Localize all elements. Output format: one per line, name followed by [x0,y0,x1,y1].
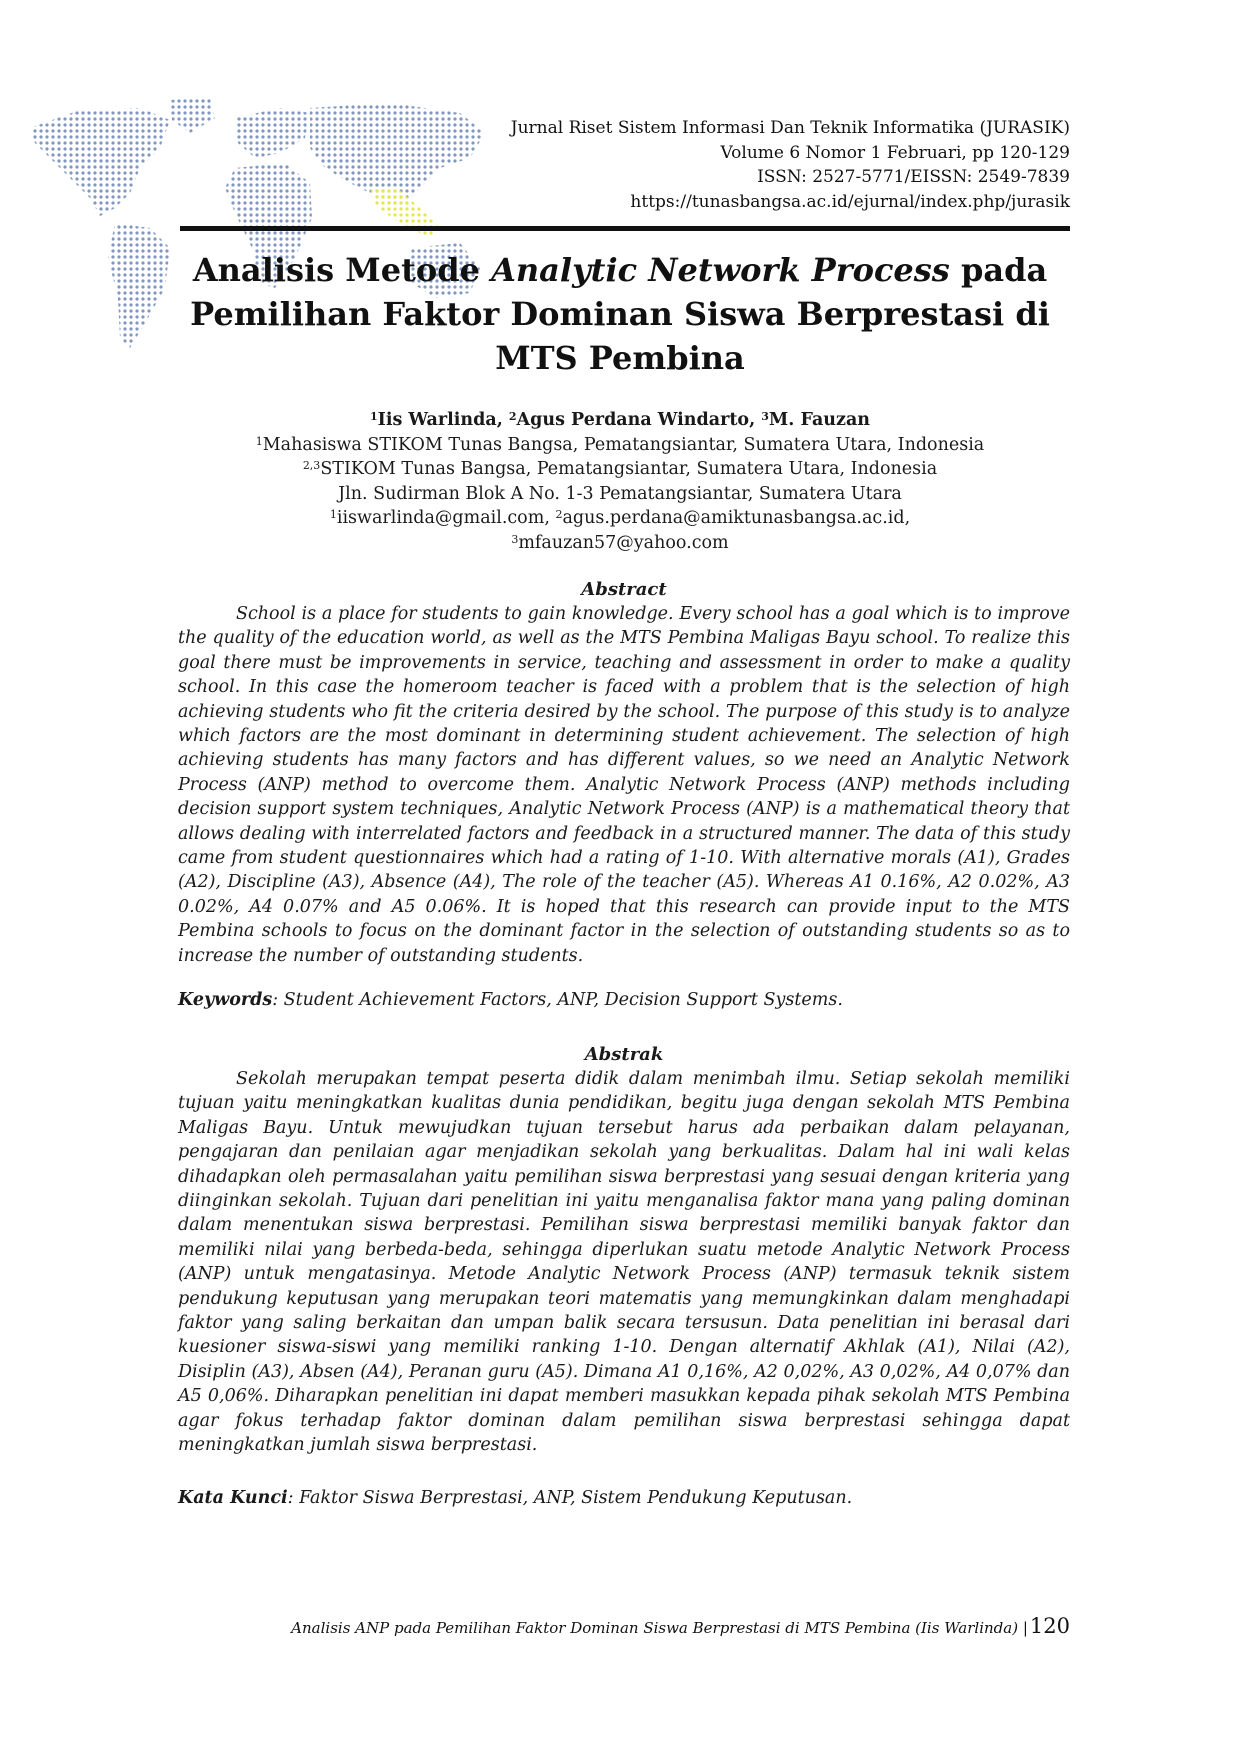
author-list: $^1$Iis Warlinda, $^2$Agus Perdana Windarto, $^3$M. Fauzan [369,410,871,430]
keywords-label: Keywords [178,990,273,1010]
email-link[interactable]: mfauzan57@yahoo.com [518,532,729,553]
author-name: Agus Perdana Windarto, [516,410,762,430]
email-line: $^1$iiswarlinda@gmail.com, $^2$agus.perdana@amiktunasbangsa.ac.id, [329,508,911,528]
affiliation-1: $^1$Mahasiswa STIKOM Tunas Bangsa, Pematangsiantar, Sumatera Utara, Indonesia [255,434,985,455]
abstrak-heading: Abstrak [584,1044,664,1065]
paper-title: Analisis Metode Analytic Network Process pada Pemilihan Faktor Dominan Siswa Berprestasi di MTS Pembina [190,251,1050,377]
journal-issn: ISSN: 2527-5771/EISSN: 2549-7839 [757,167,1070,187]
abstrak-section [178,1043,1070,1458]
address: Jln. Sudirman Blok A No. 1-3 Pematangsiantar, Sumatera Utara [338,483,902,504]
kata-kunci-line [178,1486,1070,1510]
email-line: $^3$mfauzan57@yahoo.com [511,532,729,553]
author-block [170,408,1070,555]
abstract-section [178,578,1070,968]
email-link[interactable]: iiswarlinda@gmail.com, [336,508,556,528]
journal-volume: Volume 6 Nomor 1 Februari, pp 120-129 [720,142,1070,163]
running-title: Analisis ANP pada Pemilihan Faktor Dominan Siswa Berprestasi di MTS Pembina (Iis Warlinda) | [291,1619,1028,1637]
kata-kunci-text: : Faktor Siswa Berprestasi, ANP, Sistem Pendukung Keputusan. [287,1488,853,1508]
abstract-heading: Abstract [581,579,667,600]
title-italic: Analytic Network Process [491,251,950,289]
keywords-text: : Student Achievement Factors, ANP, Decision Support Systems. [272,990,843,1010]
email-link[interactable]: agus.perdana@amiktunasbangsa.ac.id, [562,508,911,528]
header-divider [180,226,1070,231]
journal-name: Jurnal Riset Sistem Informasi Dan Teknik Informatika (JURASIK) [510,118,1070,138]
author-name: Iis Warlinda, [377,410,509,430]
kata-kunci-label: Kata Kunci [178,1488,288,1508]
page-footer [291,1614,1070,1638]
keywords-line [178,988,1070,1012]
abstrak-text: Sekolah merupakan tempat peserta didik dalam menimbah ilmu. Setiap sekolah memiliki tujuan yaitu meningkatkan kualitas dunia pendidikan, begitu juga dengan sekolah MTS Pembina Maligas Bayu. Untuk mewujudkan tujuan tersebut harus ada perbaikan dalam pelayanan, pengajaran dan penilaian agar menjadikan sekolah yang berkualitas. Dalam hal ini wali kelas dihadapkan oleh permasalahan yaitu pemilihan siswa berprestasi yang sesuai dengan kriteria yang diinginkan sekolah. Tujuan dari penelitian ini yaitu menganalisa faktor mana yang paling dominan dalam menentukan siswa berprestasi. Pemilihan siswa berprestasi memiliki banyak faktor dan memiliki nilai yang berbeda-beda, sehingga diperlukan suatu metode Analytic Network Process (ANP) untuk mengatasinya. Metode Analytic Network Process (ANP) termasuk teknik sistem pendukung keputusan yang merupakan teori matematis yang memungkinkan dalam menghadapi faktor yang saling berkaitan dan umpan balik secara tersusun. Data penelitian ini berasal dari kuesioner siswa-siswi yang memiliki ranking 1-10. Dengan alternatif Akhlak (A1), Nilai (A2), Disiplin (A3), Absen (A4), Peranan guru (A5). Dimana A1 0,16%, A2 0,02%, A3 0,02%, A4 0,07% dan A5 0,06%. Diharapkan penelitian ini dapat memberi masukkan kepada pihak sekolah MTS Pembina agar fokus terhadap faktor dominan dalam pemilihan siswa berprestasi sehingga dapat meningkatkan jumlah siswa berprestasi. [178,1069,1070,1456]
page-number: 120 [1029,1614,1070,1638]
author-name: M. Fauzan [768,410,871,430]
affiliation-2: $^{2,3}$STIKOM Tunas Bangsa, Pematangsiantar, Sumatera Utara, Indonesia [302,459,938,479]
journal-url[interactable]: https://tunasbangsa.ac.id/ejurnal/index.php/jurasik [630,191,1070,212]
journal-header [511,116,1070,214]
abstract-text: School is a place for students to gain knowledge. Every school has a goal which is to improve the quality of the education world, as well as the MTS Pembina Maligas Bayu school. To realize this goal there must be improvements in service, teaching and assessment in order to make a quality school. In this case the homeroom teacher is faced with a problem that is the selection of high achieving students who fit the criteria desired by the school. The purpose of this study is to analyze which factors are the most dominant in determining student achievement. The selection of high achieving students has many factors and has different values, so we need an Analytic Network Process (ANP) method to overcome them. Analytic Network Process (ANP) methods including decision support system techniques, Analytic Network Process (ANP) is a mathematical theory that allows dealing with interrelated factors and feedback in a structured manner. The data of this study came from student questionnaires which had a rating of 1-10. With alternative morals (A1), Grades (A2), Discipline (A3), Absence (A4), The role of the teacher (A5). Whereas A1 0.16%, A2 0.02%, A3 0.02%, A4 0.07% and A5 0.06%. It is hoped that this research can provide input to the MTS Pembina schools to focus on the dominant factor in the selection of outstanding students so as to increase the number of outstanding students. [178,604,1070,966]
